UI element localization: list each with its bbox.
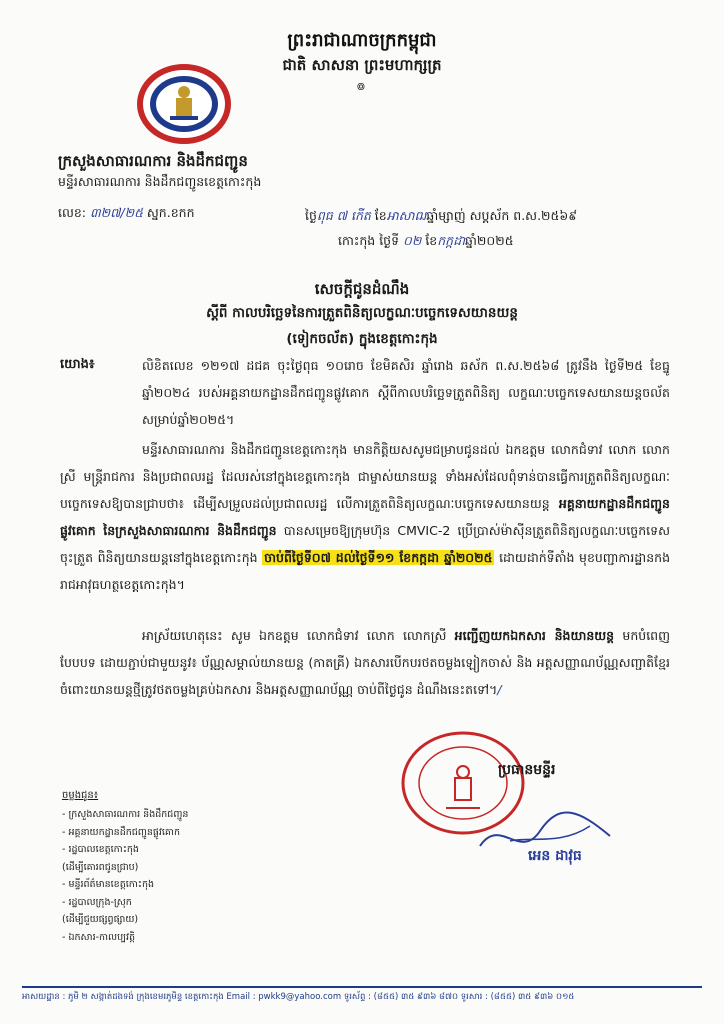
cc-item: - រដ្ឋបាលក្រុង-ស្រុក — [62, 896, 132, 908]
cc-item: - ឯកសារ-កាលប្បវត្តិ — [62, 931, 136, 943]
lunar-year: ឆ្នាំម្សាញ់ សប្តស័ក ព.ស.២៥៦៩ — [426, 208, 578, 223]
solar-month-handwritten: កក្កដា — [437, 233, 466, 248]
footer-contact: អាសយដ្ឋាន : ភូមិ ២ សង្កាត់ដងទង់ ក្រុងខេមរភូមិន្ទ ខេត្តកោះកុង Email : pwkk9@yahoo.com ទូរស័ព្ទ : (៨៥៥) ៣៥ ៩៣៦ ៨៧០ ទូរសារ : (៨៥៥) ៣៥ ៩៣៦ ០១៥ — [22, 992, 575, 1002]
p1-text-a: មន្ទីរសាធារណការ និងដឹកជញ្ជូនខេត្តកោះកុង មានកិត្តិយសសូមជម្រាបជូនដល់ ឯកឧត្តម លោកជំទាវ លោក លោកស្រី មន្ត្រីរាជការ និងប្រជាពលរដ្ឋ ដែលរស់នៅក្នុងខេត្តកោះកុង ជាម្ចាស់យានយន្ត ទាំងអស់ដែលពុំទាន់បានធ្វើការត្រួតពិនិត្យលក្ខណៈបច្ចេកទេសឱ្យបានជ្រាបថា៖ ដើម្បីសម្រួលដល់ប្រជាពលរដ្ឋ លើការត្រួតពិនិត្យលក្ខណៈបច្ចេកទេសយានយន្ត — [60, 442, 670, 511]
reference-label: យោង៖ — [60, 357, 95, 372]
subject-line-2: (ទៀកចល័ត) ក្នុងខេត្តកោះកុង — [286, 331, 438, 347]
lunar-date — [305, 208, 577, 227]
ministry-name: ក្រសួងសាធារណការ និងដឹកជញ្ជូន — [58, 152, 248, 170]
lunar-day-handwritten: ពុធ ៧ កើត — [316, 208, 371, 223]
cc-list — [62, 806, 188, 946]
p2-bold-request: អញ្ជើញយកឯកសារ និងយានយន្ត — [454, 628, 615, 643]
p1-text-d: ដោយដាក់ទីតាំង មុខបញ្ជាការដ្ឋានកងរាជអាវុធហត្ថខេត្តកោះកុង។ — [60, 550, 671, 592]
p2-text-a: អាស្រ័យហេតុនេះ សូម ឯកឧត្តម លោកជំទាវ លោក លោកស្រី — [142, 628, 447, 643]
highlighted-date-range: ចាប់ពីថ្ងៃទី០៧ ដល់ថ្ងៃទី១១ ខែកក្កដា ឆ្នាំ២០២៥ — [264, 550, 493, 565]
subject-line-1: ស្តីពី កាលបរិច្ឆេទនៃការត្រួតពិនិត្យលក្ខណៈបច្ចេកទេសយានយន្ត — [206, 305, 518, 321]
p1-text-c: បានសម្រេចឱ្យក្រុមហ៊ុន CMVIC-2 ប្រើប្រាស់ម៉ាស៊ីនត្រួតពិនិត្យលក្ខណៈបច្ចេកទេស ចុះត្រួត ពិនិត្យយានយន្តនៅក្នុងខេត្តកោះកុង — [60, 523, 670, 565]
cc-item: - អគ្គនាយកដ្ឋានដឹកជញ្ជូនផ្លូវគោក — [62, 826, 181, 838]
body-paragraph-1 — [60, 436, 670, 598]
lunar-prefix: ថ្ងៃ — [305, 208, 317, 223]
lunar-month-handwritten: អាសាឍ — [386, 208, 427, 223]
body-paragraph-2 — [60, 622, 670, 703]
document-title: សេចក្តីជូនដំណឹង — [314, 280, 410, 298]
lunar-month-label: ខែ — [374, 208, 387, 223]
ref-suffix: ស្នក.ខកក — [146, 205, 195, 220]
signatory-name: អេន ដាវុធ — [528, 848, 582, 864]
kingdom-heading: ព្រះរាជាណាចក្រកម្ពុជា — [287, 30, 437, 51]
p1-bold-directorate: អគ្គនាយកដ្ឋានដឹកជញ្ជូនផ្លូវគោក នៃក្រសួងសាធារណការ និងដឹកជញ្ជូន — [60, 496, 670, 538]
ministry-logo — [136, 64, 232, 144]
solar-prefix: កោះកុង ថ្ងៃទី — [338, 233, 400, 248]
solar-month-label: ខែ — [425, 233, 438, 248]
solar-date — [338, 233, 514, 252]
department-name: មន្ទីរសាធារណការ និងដឹកជញ្ជូនខេត្តកោះកុង — [58, 174, 262, 189]
ref-prefix: លេខ: — [58, 205, 87, 220]
cc-item: - មន្ទីរព័ត៌មានខេត្តកោះកុង — [62, 879, 155, 890]
cc-item: - រដ្ឋបាលខេត្តកោះកុង — [62, 844, 139, 855]
cc-item: (ដើម្បីគោរពជូនជ្រាប) — [62, 861, 139, 873]
cc-title: ចម្លងជូន៖ — [62, 790, 99, 801]
cc-item: (ដើម្បីជួយផ្សព្វផ្សាយ) — [62, 914, 139, 925]
reference-number — [58, 205, 195, 224]
ref-number: ៣២៧/២៥ — [90, 205, 143, 220]
reference-text: លិខិតលេខ ១២១៧ ដជគ ចុះថ្ងៃពុធ ១០រោច ខែមិគសិរ ឆ្នាំរោង ឆស័ក ព.ស.២៥៦៨ ត្រូវនឹង ថ្ងៃទី២៥ ខែធ្នូ ឆ្នាំ២០២៤ របស់អគ្គនាយកដ្ឋានដឹកជញ្ជូនផ្លូវគោក ស្តីពីកាលបរិច្ឆេទត្រួតពិនិត្យ លក្ខណៈបច្ចេកទេសយានយន្តចល័ត សម្រាប់ឆ្នាំ២០២៥។ — [142, 358, 670, 427]
motto-ornament: ៙ — [356, 80, 368, 93]
p2-text-c: មកបំពេញបែបបទ ដោយភ្ជាប់ជាមួយនូវ៖ ប័ណ្ណសម្គាល់យានយន្ត (កាតគ្រី) ឯកសារបើកបរថតចម្លងឡៀកចាស់ និង អត្តសញ្ញាណប័ណ្ណសញ្ជាតិខ្មែរ ចំពោះយានយន្តថ្មីត្រូវថតចម្លងគ្រប់ឯកសារ និងអត្តសញ្ញាណប័ណ្ណ ចាប់ពីថ្ងៃជូន ដំណឹងនេះតទៅ។ — [60, 628, 670, 697]
cc-item: - ក្រសួងសាធារណការ និងដឹកជញ្ជូន — [62, 809, 189, 820]
solar-year: ឆ្នាំ២០២៥ — [465, 233, 514, 248]
national-motto: ជាតិ សាសនា ព្រះមហាក្សត្រ — [282, 56, 442, 74]
handwritten-mark: / — [497, 682, 502, 697]
signatory-title: ប្រធានមន្ទីរ — [498, 762, 556, 778]
footer-divider — [22, 986, 702, 988]
solar-day-handwritten: ០២ — [403, 233, 422, 248]
